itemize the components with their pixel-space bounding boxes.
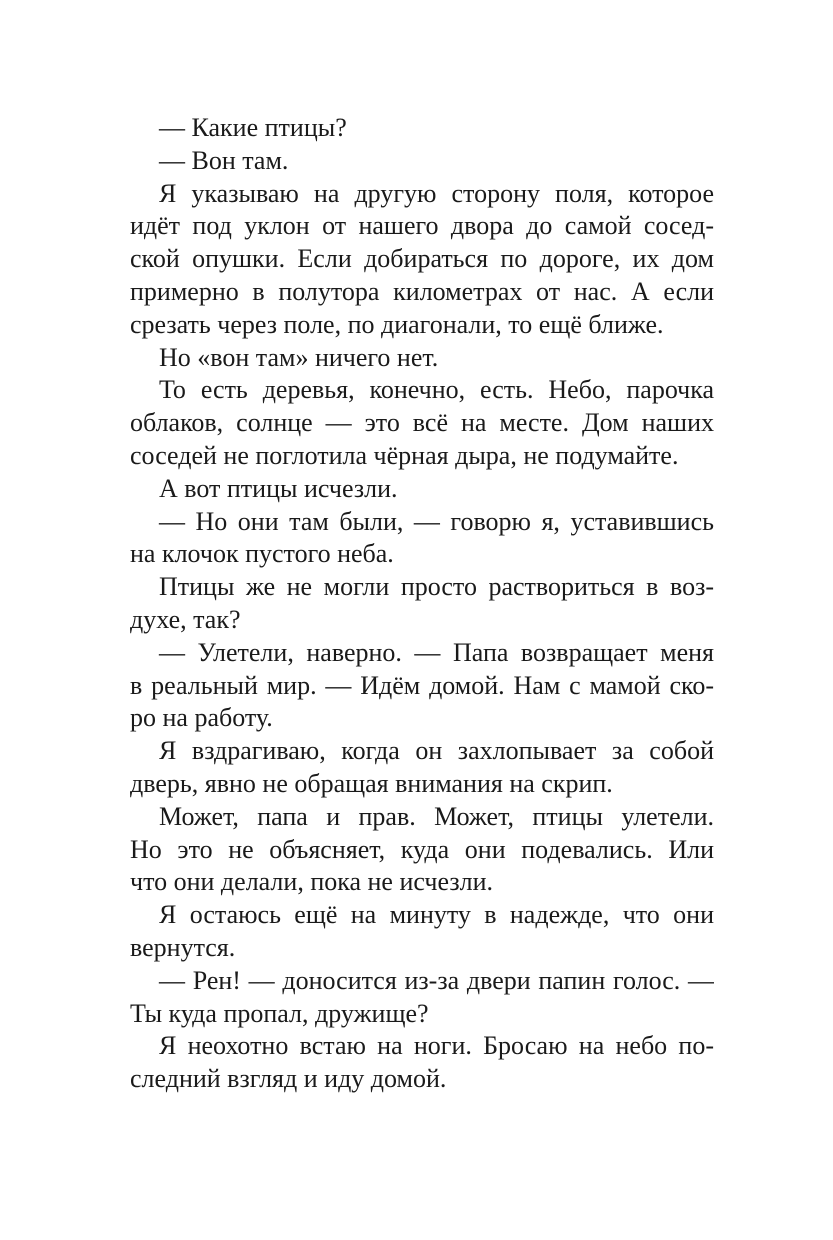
paragraph — [130, 374, 714, 472]
book-page — [130, 112, 714, 1096]
paragraph — [130, 145, 714, 178]
text-line: духе, так? — [130, 604, 241, 634]
paragraph — [130, 801, 714, 899]
text-line: Может, папа и прав. Может, птицы улетели. — [159, 801, 714, 831]
paragraph — [130, 342, 714, 375]
paragraph — [130, 571, 714, 637]
paragraph — [130, 735, 714, 801]
paragraph — [130, 899, 714, 965]
text-line: дверь, явно не обращая внимания на скрип. — [130, 768, 613, 798]
text-line: Я остаюсь ещё на минуту в надежде, что они — [159, 900, 714, 930]
text-line: следний взгляд и иду домой. — [130, 1064, 447, 1094]
text-line: на клочок пустого неба. — [130, 539, 394, 569]
text-line: — Рен! — доносится из-за двери папин голос. — — [159, 965, 714, 995]
text-line: Я неохотно встаю на ноги. Бросаю на небо по- — [159, 1031, 714, 1061]
text-line: Но это не объясняет, куда они подевались. Или — [130, 834, 714, 864]
paragraph — [130, 473, 714, 506]
paragraph — [130, 178, 714, 342]
text-line: ской опушки. Если добираться по дороге, их дом — [130, 244, 714, 274]
text-line: То есть деревья, конечно, есть. Небо, парочка — [159, 375, 714, 405]
paragraph — [130, 112, 714, 145]
text-line: что они делали, пока не исчезли. — [130, 867, 493, 897]
text-line: облаков, солнце — это всё на месте. Дом наших — [130, 408, 714, 438]
text-line: А вот птицы исчезли. — [159, 473, 398, 503]
paragraph — [130, 506, 714, 572]
text-line: соседей не поглотила чёрная дыра, не подумайте. — [130, 440, 679, 470]
text-line: Я указываю на другую сторону поля, которое — [159, 178, 714, 208]
text-line: вернутся. — [130, 932, 236, 962]
text-line: ро на работу. — [130, 703, 273, 733]
text-line: — Но они там были, — говорю я, уставившись — [159, 506, 714, 536]
text-line: — Какие птицы? — [159, 113, 347, 142]
text-line: — Вон там. — [159, 145, 289, 175]
text-line: срезать через поле, по диагонали, то ещё ближе. — [130, 309, 664, 339]
text-line: в реальный мир. — Идём домой. Нам с мамой ско- — [130, 670, 714, 700]
text-line: Я вздрагиваю, когда он захлопывает за собой — [159, 736, 714, 766]
text-line: Ты куда пропал, дружище? — [130, 998, 429, 1028]
paragraph — [130, 965, 714, 1031]
text-line: Птицы же не могли просто раствориться в воз- — [159, 572, 714, 602]
text-line: примерно в полутора километрах от нас. А если — [130, 276, 714, 306]
text-line: Но «вон там» ничего нет. — [159, 342, 439, 372]
text-line: — Улетели, наверно. — Папа возвращает меня — [159, 637, 714, 667]
paragraph — [130, 1030, 714, 1096]
paragraph — [130, 637, 714, 735]
text-line: идёт под уклон от нашего двора до самой сосед- — [130, 211, 714, 241]
